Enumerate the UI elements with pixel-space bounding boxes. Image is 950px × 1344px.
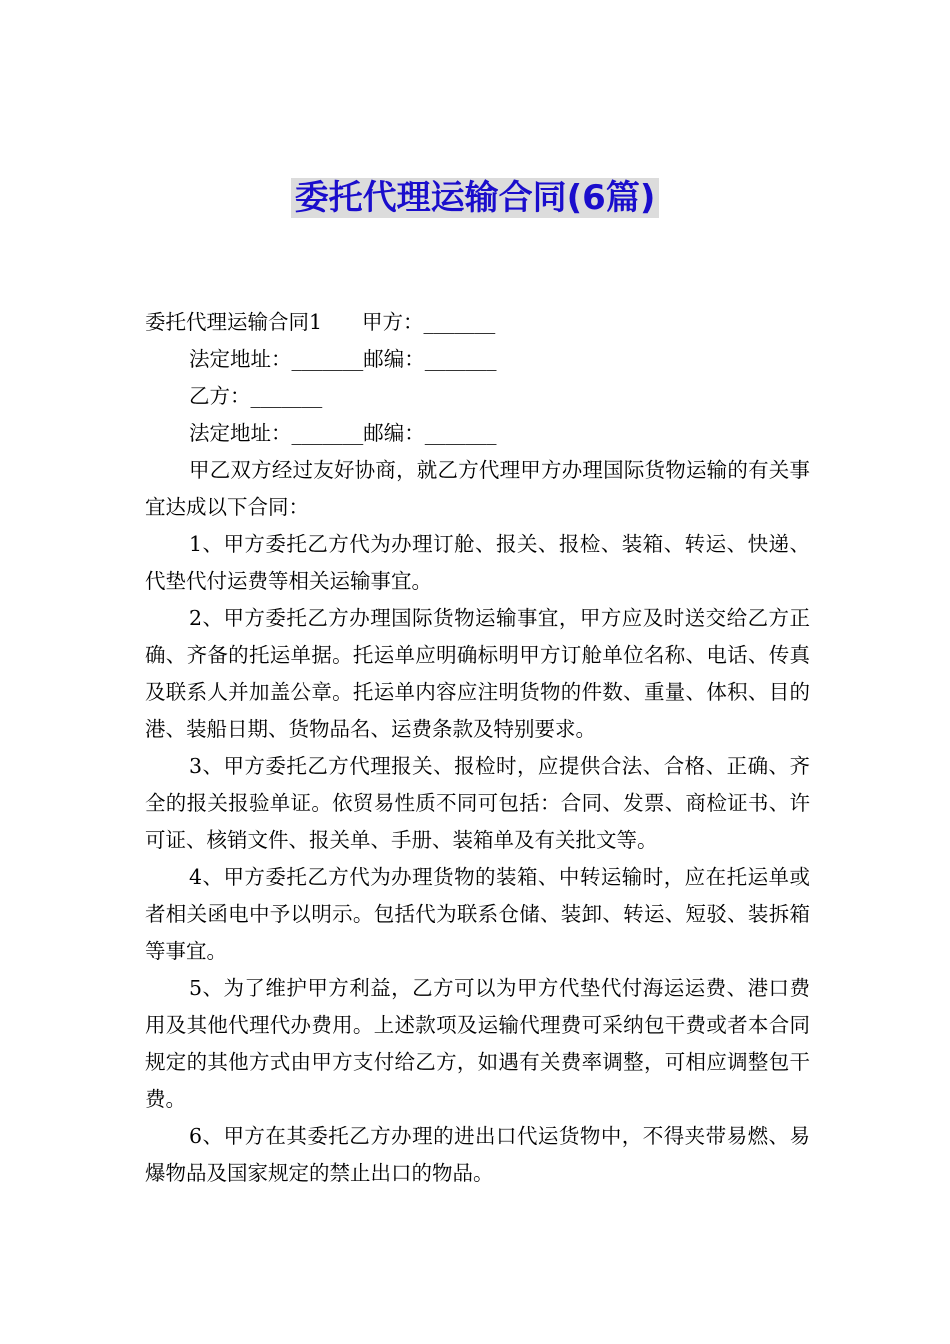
- party-a-line: 甲方：_______: [362, 310, 496, 334]
- paragraph-clause-5: 5、为了维护甲方利益，乙方可以为甲方代垫代付海运运费、港口费用及其他代理代办费用。上述款项及运输代理费可采纳包干费或者本合同规定的其他方式由甲方支付给乙方，如遇有关费率调整，可相应调整包干费。: [145, 976, 810, 1111]
- contract-heading-line: [145, 304, 810, 341]
- paragraph-clause-4: 4、甲方委托乙方代为办理货物的装箱、中转运输时，应在托运单或者相关函电中予以明示。包括代为联系仓储、装卸、转运、短驳、装拆箱等事宜。: [145, 865, 810, 963]
- party-b-line: 乙方：_______: [189, 384, 323, 408]
- document-title: 委托代理运输合同(6篇): [291, 178, 660, 218]
- paragraph-clause-6: 6、甲方在其委托乙方办理的进出口代运货物中，不得夹带易燃、易爆物品及国家规定的禁止出口的物品。: [145, 1124, 810, 1185]
- address-b-line: 法定地址：_______邮编：_______: [189, 421, 497, 445]
- paragraph-clause-2: 2、甲方委托乙方办理国际货物运输事宜，甲方应及时送交给乙方正确、齐备的托运单据。托运单应明确标明甲方订舱单位名称、电话、传真及联系人并加盖公章。托运单内容应注明货物的件数、重量、体积、目的港、装船日期、货物品名、运费条款及特别要求。: [145, 606, 810, 741]
- paragraph-clause-3: 3、甲方委托乙方代理报关、报检时，应提供合法、合格、正确、齐全的报关报验单证。依贸易性质不同可包括：合同、发票、商检证书、许可证、核销文件、报关单、手册、装箱单及有关批文等。: [145, 754, 810, 852]
- document-body: [145, 304, 810, 1192]
- contract-heading: 委托代理运输合同1: [145, 310, 323, 334]
- paragraph-intro: 甲乙双方经过友好协商，就乙方代理甲方办理国际货物运输的有关事宜达成以下合同：: [145, 458, 810, 519]
- paragraph-clause-1: 1、甲方委托乙方代为办理订舱、报关、报检、装箱、转运、快递、代垫代付运费等相关运输事宜。: [145, 532, 810, 593]
- title-container: [0, 178, 950, 218]
- address-a-line: 法定地址：_______邮编：_______: [189, 347, 497, 371]
